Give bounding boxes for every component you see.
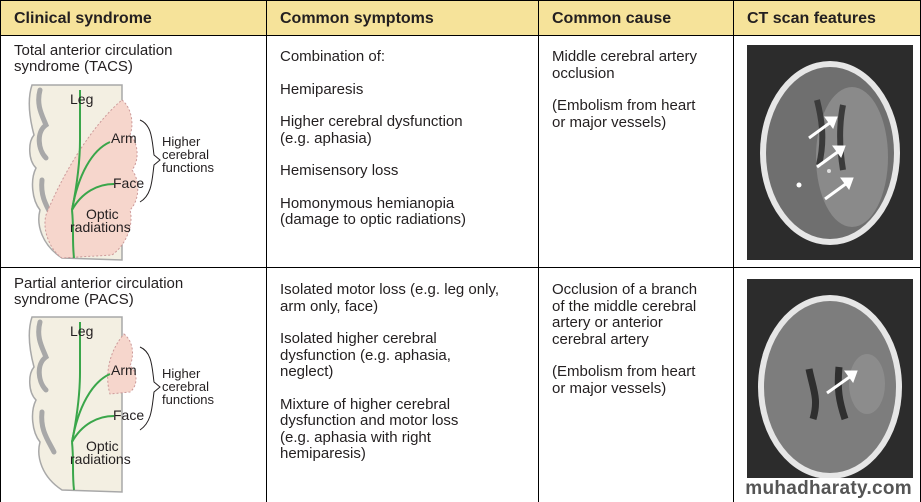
functions-label: functions <box>162 160 215 175</box>
cause-line: (Embolism from heart <box>552 97 696 114</box>
ct-image <box>747 279 913 491</box>
calcification <box>827 169 831 173</box>
cause-line: Occlusion of a branch <box>552 281 698 298</box>
arm-label: Arm <box>111 362 137 378</box>
cause-line: Middle cerebral artery <box>552 48 698 65</box>
table-border-top <box>0 0 921 1</box>
symptom-line: hemiparesis) <box>280 445 366 462</box>
symptom-line: arm only, face) <box>280 297 379 315</box>
header-label: Common symptoms <box>280 10 434 27</box>
symptom-line: dysfunction and motor loss <box>280 412 459 429</box>
pacs-brain-diagram <box>22 312 232 497</box>
watermark-text: muhadharaty.com <box>742 478 915 500</box>
symptom-line: (e.g. aphasia) <box>280 129 372 147</box>
cause-line: occlusion <box>552 64 615 82</box>
higher-label: Higher <box>162 366 201 381</box>
symptom-line: Mixture of higher cerebral <box>280 395 451 413</box>
higher-label: Higher <box>162 134 201 149</box>
cause-line: artery or anterior <box>552 314 663 331</box>
functions-label: functions <box>162 392 215 407</box>
symptom-line: Isolated motor loss (e.g. leg only, <box>280 281 499 298</box>
radiations-label: radiations <box>70 451 131 467</box>
header-label: CT scan features <box>747 10 876 27</box>
cause-line: (Embolism from heart <box>552 363 696 380</box>
symptom-line: Hemiparesis <box>280 80 364 98</box>
cause-line: cerebral artery <box>552 330 649 348</box>
pacs-cause <box>552 282 697 397</box>
header-label: Clinical syndrome <box>14 10 152 27</box>
leg-label: Leg <box>70 323 94 339</box>
cerebral-label: cerebral <box>162 379 209 394</box>
optic-label: Optic <box>86 438 119 454</box>
face-label: Face <box>113 407 145 423</box>
symptom-line: (damage to optic radiations) <box>280 211 466 228</box>
calcification <box>797 183 802 188</box>
row-divider <box>0 267 921 268</box>
symptom-line: Hemisensory loss <box>280 162 399 179</box>
pacs-title <box>14 276 183 308</box>
column-divider <box>266 0 267 502</box>
header-label: Common cause <box>552 10 672 27</box>
cerebral-label: cerebral <box>162 147 209 162</box>
cause-line: of the middle cerebral <box>552 297 697 315</box>
header-common-symptoms <box>266 0 538 36</box>
symptom-line: Combination of: <box>280 48 386 65</box>
symptom-line: neglect) <box>280 363 334 380</box>
title-line: syndrome (TACS) <box>14 58 133 75</box>
symptom-line: Homonymous hemianopia <box>280 194 455 212</box>
tacs-ct-scan <box>747 45 913 260</box>
header-clinical-syndrome <box>0 0 266 36</box>
radiations-label: radiations <box>70 219 131 235</box>
tacs-brain-diagram <box>22 80 232 265</box>
infarct-region <box>849 354 885 414</box>
cause-line: or major vessels) <box>552 113 667 131</box>
leg-label: Leg <box>70 91 94 107</box>
arm-label: Arm <box>111 130 137 146</box>
column-divider <box>0 0 1 502</box>
symptom-line: Higher cerebral dysfunction <box>280 113 463 130</box>
optic-label: Optic <box>86 206 119 222</box>
column-divider <box>733 0 734 502</box>
tacs-title <box>14 43 172 75</box>
infarct-region <box>816 87 888 227</box>
pacs-symptoms <box>280 282 499 463</box>
ct-image <box>747 45 913 260</box>
tacs-symptoms <box>280 49 466 229</box>
symptom-line: Isolated higher cerebral <box>280 330 437 347</box>
title-line: Partial anterior circulation <box>14 275 184 292</box>
title-line: syndrome (PACS) <box>14 291 134 308</box>
symptom-line: (e.g. aphasia with right <box>280 428 431 446</box>
face-label: Face <box>113 175 145 191</box>
cause-line: or major vessels) <box>552 379 667 397</box>
symptom-line: dysfunction (e.g. aphasia, <box>280 346 451 364</box>
pacs-ct-scan <box>747 279 913 491</box>
column-divider <box>538 0 539 502</box>
tacs-cause <box>552 49 697 131</box>
header-common-cause <box>538 0 733 36</box>
header-ct-features <box>733 0 921 36</box>
title-line: Total anterior circulation <box>14 42 173 59</box>
